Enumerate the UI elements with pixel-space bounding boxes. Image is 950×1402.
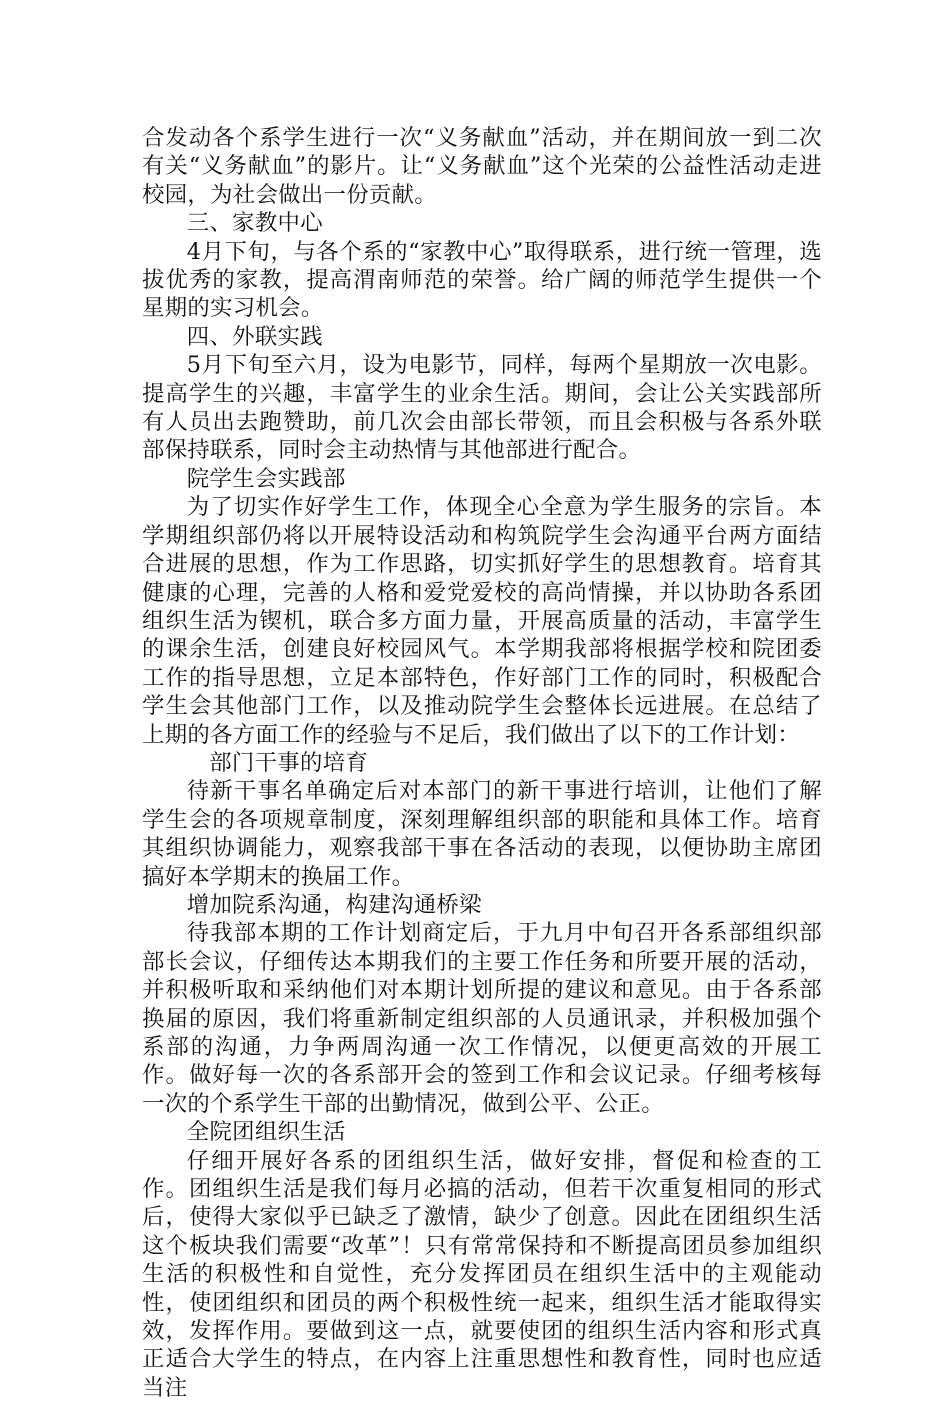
heading-communication: 增加院系沟通，构建沟通桥梁 [186, 891, 482, 918]
paragraph-staff-training: 待新干事名单确定后对本部门的新干事进行培训，让他们了解学生会的各项规章制度，深刻理解组织部的职能和具体工作。培育其组织协调能力，观察我部干事在各活动的表现，以便协助主席团搞好本学期末的换届工作。 [142, 778, 822, 890]
document-body [142, 124, 822, 1402]
heading-tutoring-center: 三、家教中心 [186, 210, 323, 237]
paragraph-continuation: 合发动各个系学生进行一次“义务献血”活动，并在期间放一到二次有关“义务献血”的影片。让“义务献血”这个光荣的公益性活动走进校园，为社会做出一份贡献。 [142, 125, 822, 208]
paragraph-tutoring-center: 4月下旬，与各个系的“家教中心”取得联系，进行统一管理，选拔优秀的家教，提高渭南师范的荣誉。给广阔的师范学生提供一个星期的实习机会。 [142, 238, 822, 322]
paragraph-external-practice: 5月下旬至六月，设为电影节，同样，每两个星期放一次电影。提高学生的兴趣，丰富学生的业余生活。期间，会让公关实践部所有人员出去跑赞助，前几次会由部长带领，而且会积极与各系外联部保持联系，同时会主动热情与其他部进行配合。 [142, 352, 822, 464]
heading-practice-department: 院学生会实践部 [186, 465, 346, 492]
paragraph-league-life: 仔细开展好各系的团组织生活，做好安排，督促和检查的工作。团组织生活是我们每月必搞的活动，但若干次重复相同的形式后，使得大家似乎已缺乏了激情，缺少了创意。因此在团组织生活这个板块我们需要“改革”！只有常常保持和不断提高团员参加组织生活的积极性和自觉性，充分发挥团员在组织生活中的主观能动性，使团组织和团员的两个积极性统一起来，组织生活才能取得实效，发挥作用。要做到这一点，就要使团的组织生活内容和形式真正适合大学生的特点，在内容上注重思想性和教育性，同时也应适当注 [142, 1147, 822, 1401]
paragraph-work-plan-intro: 为了切实作好学生工作，体现全心全意为学生服务的宗旨。本学期组织部仍将以开展特设活动和构筑院学生会沟通平台两方面结合进展的思想，作为工作思路，切实抓好学生的思想教育。培育其健康的心理，完善的人格和爱党爱校的高尚情操，并以协助各系团组织生活为锲机，联合多方面力量，开展高质量的活动，丰富学生的课余生活，创建良好校园风气。本学期我部将根据学校和院团委工作的指导思想，立足本部特色，作好部门工作的同时，积极配合学生会其他部门工作，以及推动院学生会整体长远进展。在总结了上期的各方面工作的经验与不足后，我们做出了以下的工作计划： [142, 494, 822, 748]
heading-league-life: 全院团组织生活 [186, 1119, 346, 1146]
heading-external-practice: 四、外联实践 [186, 323, 323, 350]
paragraph-communication: 待我部本期的工作计划商定后，于九月中旬召开各系部组织部部长会议，仔细传达本期我们的主要工作任务和所要开展的活动，并积极听取和采纳他们对本期计划所提的建议和意见。由于各系部换届的原因，我们将重新制定组织部的人员通讯录，并积极加强个系部的沟通，力争两周沟通一次工作情况，以便更高效的开展工作。做好每一次的各系部开会的签到工作和会议记录。仔细考核每一次的个系学生干部的出勤情况，做到公平、公正。 [142, 920, 822, 1117]
heading-staff-training: 部门干事的培育 [209, 749, 369, 776]
